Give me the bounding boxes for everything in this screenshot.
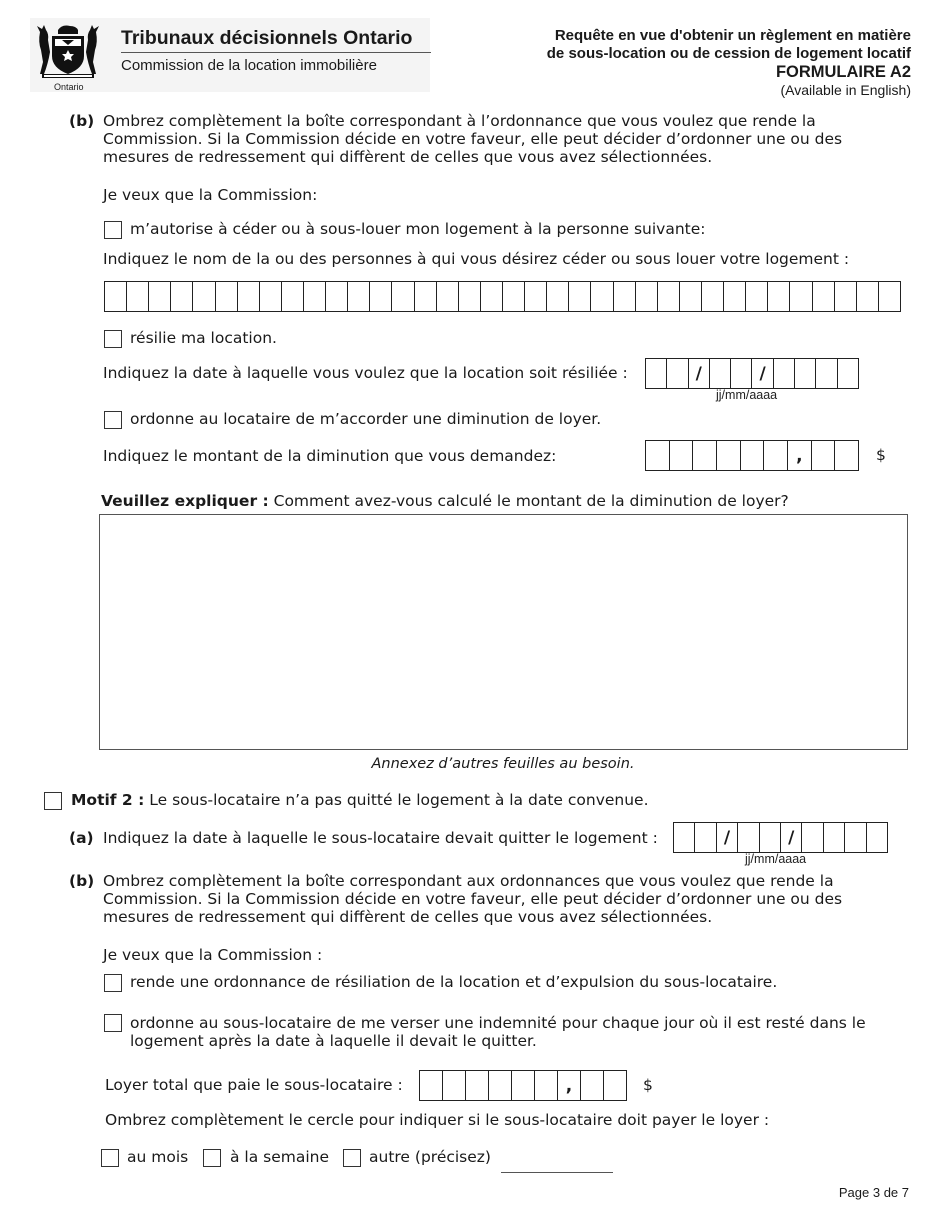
name-cell[interactable]: [546, 282, 568, 311]
name-cell[interactable]: [767, 282, 789, 311]
subtenant-rent-field[interactable]: [419, 1070, 627, 1101]
motif-2-b-line2: Commission. Si la Commission décide en votre faveur, elle peut décider d’ordonner une ou des: [103, 890, 843, 908]
motif-2-checkbox[interactable]: [44, 792, 62, 810]
date-separator: /: [751, 359, 772, 388]
explain-text: Comment avez-vous calculé le montant de la diminution de loyer?: [273, 492, 789, 510]
motif-2-want-label: Je veux que la Commission :: [103, 946, 323, 964]
period-other-specify-line[interactable]: [501, 1172, 613, 1173]
name-cell[interactable]: [590, 282, 612, 311]
date-cell[interactable]: [844, 823, 865, 852]
name-cell[interactable]: [834, 282, 856, 311]
motif-2-label: [71, 791, 649, 810]
form-title-line1: Requête en vue d'obtenir un règlement en matière: [554, 27, 911, 44]
date-cell[interactable]: [730, 359, 751, 388]
form-title-block: [547, 27, 911, 98]
assignee-name-field[interactable]: [104, 281, 901, 312]
amount-cell[interactable]: [692, 441, 716, 470]
termination-date-prompt: Indiquez la date à laquelle vous voulez que la location soit résiliée :: [103, 364, 628, 382]
name-cell[interactable]: [856, 282, 878, 311]
rent-reduction-checkbox[interactable]: [104, 411, 122, 429]
name-cell[interactable]: [436, 282, 458, 311]
decimal-separator: ,: [787, 441, 811, 470]
period-monthly-checkbox[interactable]: [101, 1149, 119, 1167]
attach-sheets-note: Annexez d’autres feuilles au besoin.: [371, 756, 635, 772]
date-cell[interactable]: [773, 359, 794, 388]
name-cell[interactable]: [170, 282, 192, 311]
decimal-separator: ,: [557, 1071, 580, 1100]
date-cell[interactable]: [815, 359, 836, 388]
name-cell[interactable]: [259, 282, 281, 311]
section-b-marker: (b): [69, 112, 95, 130]
amount-cell[interactable]: [811, 441, 835, 470]
termination-date-format: jj/mm/aaaa: [716, 388, 778, 402]
form-lang-note: (Available in English): [780, 82, 911, 98]
terminate-tenancy-checkbox[interactable]: [104, 330, 122, 348]
header-divider: [121, 52, 431, 53]
evict-subtenant-label: rende une ordonnance de résiliation de la location et d’expulsion du sous-locataire.: [130, 973, 778, 991]
logo-caption: Ontario: [54, 82, 84, 92]
name-cell[interactable]: [347, 282, 369, 311]
reduction-currency: $: [876, 446, 886, 464]
amount-cell[interactable]: [420, 1071, 442, 1100]
date-separator: /: [780, 823, 801, 852]
date-separator: /: [688, 359, 709, 388]
reduction-amount-prompt: Indiquez le montant de la diminution que vous demandez:: [103, 447, 557, 465]
evict-subtenant-checkbox[interactable]: [104, 974, 122, 992]
name-cell[interactable]: [613, 282, 635, 311]
move-out-date-field[interactable]: [673, 822, 888, 853]
period-other-label: autre (précisez): [369, 1148, 491, 1166]
period-weekly-checkbox[interactable]: [203, 1149, 221, 1167]
section-b-instruction-line1: Ombrez complètement la boîte correspondant à l’ordonnance que vous voulez que rende la: [103, 112, 816, 130]
org-subtitle: Commission de la location immobilière: [121, 57, 377, 74]
name-cell[interactable]: [148, 282, 170, 311]
compensation-checkbox[interactable]: [104, 1014, 122, 1032]
amount-cell[interactable]: [488, 1071, 511, 1100]
explain-heading: [101, 492, 789, 511]
date-cell[interactable]: [709, 359, 730, 388]
assign-sublet-label: m’autorise à céder ou à sous-louer mon logement à la personne suivante:: [130, 220, 706, 238]
date-cell[interactable]: [866, 823, 887, 852]
name-cell[interactable]: [480, 282, 502, 311]
amount-cell[interactable]: [511, 1071, 534, 1100]
name-cell[interactable]: [281, 282, 303, 311]
amount-cell[interactable]: [740, 441, 764, 470]
date-cell[interactable]: [823, 823, 844, 852]
want-label: Je veux que la Commission:: [103, 186, 318, 204]
form-title-line2: de sous-location ou de cession de logement locatif: [546, 45, 911, 62]
section-b-instruction-line2: Commission. Si la Commission décide en votre faveur, elle peut décider d’ordonner une ou des: [103, 130, 843, 148]
terminate-tenancy-label: résilie ma location.: [130, 329, 277, 347]
explain-bold: Veuillez expliquer :: [101, 492, 269, 510]
name-cell[interactable]: [126, 282, 148, 311]
name-cell[interactable]: [215, 282, 237, 311]
period-monthly-label: au mois: [127, 1148, 189, 1166]
name-cell[interactable]: [878, 282, 900, 311]
name-cell[interactable]: [723, 282, 745, 311]
rent-period-prompt: Ombrez complètement le cercle pour indiquer si le sous-locataire doit payer le loyer :: [105, 1111, 770, 1129]
period-weekly-label: à la semaine: [230, 1148, 330, 1166]
rent-reduction-label: ordonne au locataire de m’accorder une diminution de loyer.: [130, 410, 602, 428]
section-b-instruction-line3: mesures de redressement qui diffèrent de celles que vous avez sélectionnées.: [103, 148, 713, 166]
name-cell[interactable]: [414, 282, 436, 311]
date-cell[interactable]: [737, 823, 758, 852]
amount-cell[interactable]: [716, 441, 740, 470]
motif-2-text: Le sous-locataire n’a pas quitté le logement à la date convenue.: [149, 791, 649, 809]
name-cell[interactable]: [679, 282, 701, 311]
subtenant-rent-label: Loyer total que paie le sous-locataire :: [105, 1076, 403, 1094]
motif-2-b-line1: Ombrez complètement la boîte correspondant aux ordonnances que vous voulez que rende la: [103, 872, 834, 890]
date-cell[interactable]: [694, 823, 715, 852]
name-cell[interactable]: [391, 282, 413, 311]
amount-cell[interactable]: [603, 1071, 626, 1100]
name-cell[interactable]: [701, 282, 723, 311]
name-cell[interactable]: [303, 282, 325, 311]
motif-2-b-marker: (b): [69, 872, 95, 890]
name-cell[interactable]: [568, 282, 590, 311]
motif-2-bold: Motif 2 :: [71, 791, 145, 809]
date-cell[interactable]: [794, 359, 815, 388]
compensation-label-line1: ordonne au sous-locataire de me verser une indemnité pour chaque jour où il est resté dans le: [130, 1014, 866, 1032]
termination-date-field[interactable]: [645, 358, 859, 389]
name-cell[interactable]: [458, 282, 480, 311]
date-separator: /: [716, 823, 737, 852]
date-cell[interactable]: [801, 823, 822, 852]
name-cell[interactable]: [635, 282, 657, 311]
name-cell[interactable]: [812, 282, 834, 311]
amount-cell[interactable]: [580, 1071, 603, 1100]
date-cell[interactable]: [646, 359, 666, 388]
subtenant-rent-currency: $: [643, 1076, 653, 1094]
org-title: Tribunaux décisionnels Ontario: [121, 27, 413, 49]
name-cell[interactable]: [657, 282, 679, 311]
amount-cell[interactable]: [646, 441, 669, 470]
amount-cell[interactable]: [834, 441, 858, 470]
amount-cell[interactable]: [534, 1071, 557, 1100]
name-cell[interactable]: [192, 282, 214, 311]
name-cell[interactable]: [325, 282, 347, 311]
name-cell[interactable]: [745, 282, 767, 311]
name-cell[interactable]: [237, 282, 259, 311]
motif-2-b-line3: mesures de redressement qui diffèrent de celles que vous avez sélectionnées.: [103, 908, 713, 926]
motif-2-a-marker: (a): [69, 829, 94, 847]
name-cell[interactable]: [789, 282, 811, 311]
period-other-checkbox[interactable]: [343, 1149, 361, 1167]
date-cell[interactable]: [837, 359, 858, 388]
form-code: FORMULAIRE A2: [775, 63, 911, 81]
name-cell[interactable]: [502, 282, 524, 311]
name-cell[interactable]: [524, 282, 546, 311]
move-out-date-prompt: Indiquez la date à laquelle le sous-locataire devait quitter le logement :: [103, 829, 658, 847]
ontario-coat-of-arms-logo: [34, 22, 102, 82]
date-cell[interactable]: [759, 823, 780, 852]
assign-sublet-checkbox[interactable]: [104, 221, 122, 239]
page-number: Page 3 de 7: [838, 1185, 909, 1200]
amount-cell[interactable]: [465, 1071, 488, 1100]
explanation-textarea[interactable]: [99, 514, 908, 750]
amount-cell[interactable]: [763, 441, 787, 470]
name-cell[interactable]: [369, 282, 391, 311]
reduction-amount-field[interactable]: [645, 440, 859, 471]
date-cell[interactable]: [674, 823, 694, 852]
amount-cell[interactable]: [669, 441, 693, 470]
move-out-date-format: jj/mm/aaaa: [745, 852, 807, 866]
compensation-label-line2: logement après la date à laquelle il devait le quitter.: [130, 1032, 537, 1050]
date-cell[interactable]: [666, 359, 687, 388]
name-prompt: Indiquez le nom de la ou des personnes à qui vous désirez céder ou sous louer votre logement :: [103, 250, 850, 268]
name-cell[interactable]: [105, 282, 126, 311]
amount-cell[interactable]: [442, 1071, 465, 1100]
